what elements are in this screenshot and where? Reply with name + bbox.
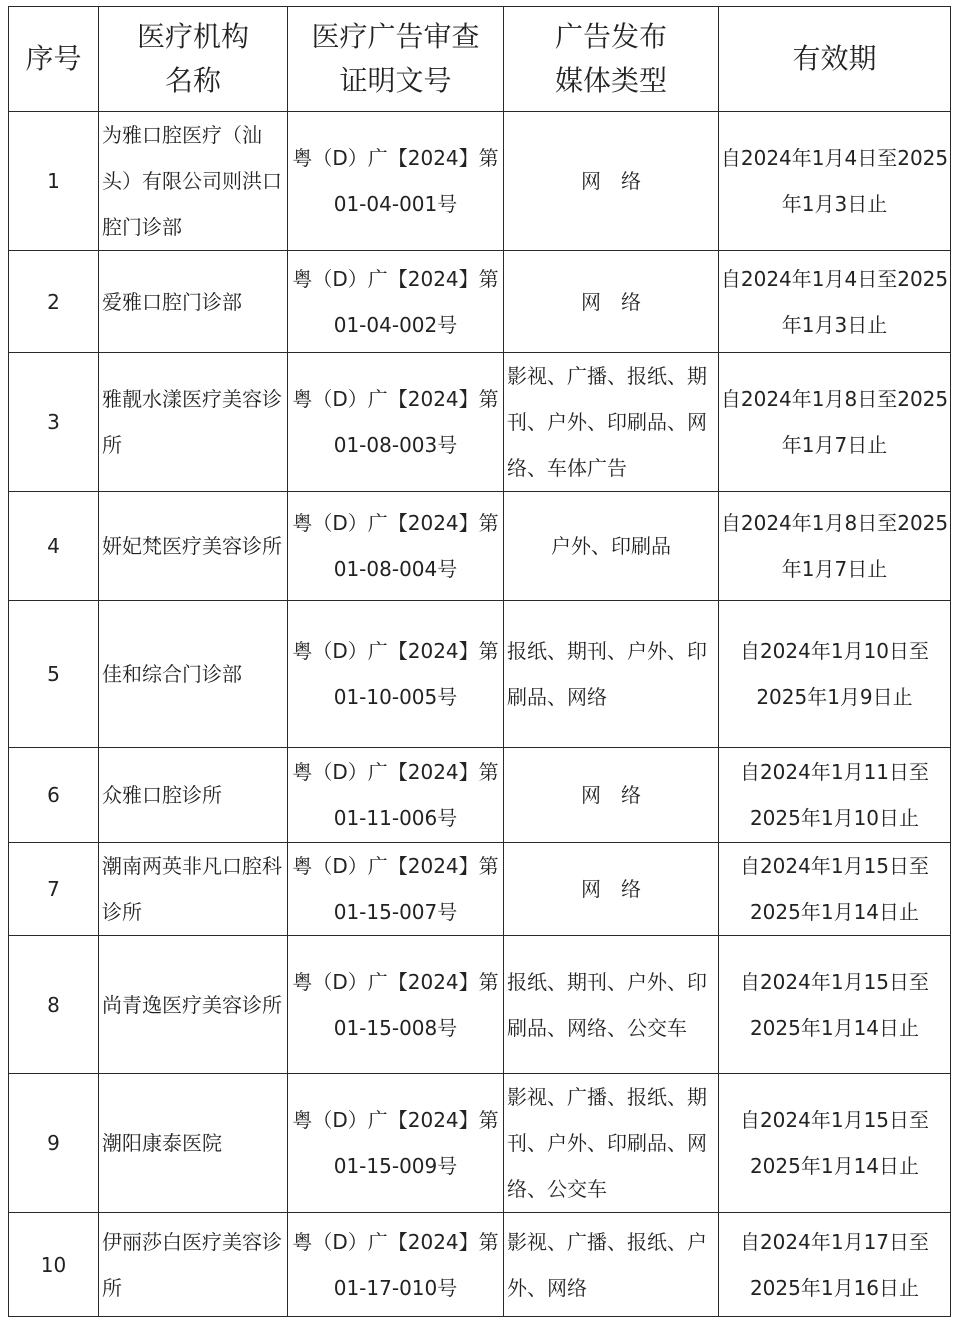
certificate-number: 粤（D）广【2024】第 01-08-004号 xyxy=(288,492,504,601)
certificate-number: 粤（D）广【2024】第01-11-006号 xyxy=(288,748,504,843)
row-index: 2 xyxy=(9,251,99,353)
institution-name: 潮阳康泰医院 xyxy=(99,1074,288,1213)
ad-approval-table xyxy=(8,6,951,1317)
validity-period: 自2024年1月11日至2025年1月10日止 xyxy=(719,748,951,843)
media-type: 报纸、期刊、户外、印刷品、网络 xyxy=(504,601,719,748)
media-type: 影视、广播、报纸、期刊、户外、印刷品、网络、车体广告 xyxy=(504,353,719,492)
row-index: 1 xyxy=(9,112,99,251)
validity-period: 自2024年1月8日至2025年1月7日止 xyxy=(719,492,951,601)
certificate-number: 粤（D）广【2024】第01-15-007号 xyxy=(288,843,504,936)
validity-period: 自2024年1月15日至2025年1月14日止 xyxy=(719,936,951,1074)
certificate-number: 粤（D）广【2024】第 01-08-003号 xyxy=(288,353,504,492)
table-row xyxy=(9,112,951,251)
media-type: 网 络 xyxy=(504,843,719,936)
certificate-number: 粤（D）广【2024】第01-15-008号 xyxy=(288,936,504,1074)
institution-name: 众雅口腔诊所 xyxy=(99,748,288,843)
certificate-number: 粤（D）广【2024】第01-10-005号 xyxy=(288,601,504,748)
table-row xyxy=(9,748,951,843)
row-index: 4 xyxy=(9,492,99,601)
header-institution-name: 医疗机构 名称 xyxy=(99,7,288,112)
validity-period: 自2024年1月15日至2025年1月14日止 xyxy=(719,843,951,936)
validity-period: 自2024年1月4日至2025年1月3日止 xyxy=(719,112,951,251)
media-type: 网 络 xyxy=(504,748,719,843)
certificate-number: 粤（D）广【2024】第01-04-001号 xyxy=(288,112,504,251)
media-type: 影视、广播、报纸、期刊、户外、印刷品、网络、公交车 xyxy=(504,1074,719,1213)
institution-name: 佳和综合门诊部 xyxy=(99,601,288,748)
header-media-type: 广告发布 媒体类型 xyxy=(504,7,719,112)
media-type: 报纸、期刊、户外、印刷品、网络、公交车 xyxy=(504,936,719,1074)
certificate-number: 粤（D）广【2024】第01-17-010号 xyxy=(288,1213,504,1317)
institution-name: 尚青逸医疗美容诊所 xyxy=(99,936,288,1074)
row-index: 5 xyxy=(9,601,99,748)
header-certificate-number: 医疗广告审查 证明文号 xyxy=(288,7,504,112)
table-row xyxy=(9,601,951,748)
validity-period: 自2024年1月17日至2025年1月16日止 xyxy=(719,1213,951,1317)
institution-name: 雅靓水漾医疗美容诊所 xyxy=(99,353,288,492)
certificate-number: 粤（D）广【2024】第01-04-002号 xyxy=(288,251,504,353)
header-validity: 有效期 xyxy=(719,7,951,112)
institution-name: 妍妃梵医疗美容诊所 xyxy=(99,492,288,601)
row-index: 7 xyxy=(9,843,99,936)
row-index: 10 xyxy=(9,1213,99,1317)
certificate-number: 粤（D）广【2024】第01-15-009号 xyxy=(288,1074,504,1213)
row-index: 9 xyxy=(9,1074,99,1213)
table-row xyxy=(9,251,951,353)
institution-name: 爱雅口腔门诊部 xyxy=(99,251,288,353)
media-type: 网 络 xyxy=(504,112,719,251)
table-row xyxy=(9,492,951,601)
header-row xyxy=(9,7,951,112)
media-type: 户外、印刷品 xyxy=(504,492,719,601)
table-row xyxy=(9,936,951,1074)
row-index: 6 xyxy=(9,748,99,843)
table-row xyxy=(9,353,951,492)
validity-period: 自2024年1月15日至2025年1月14日止 xyxy=(719,1074,951,1213)
table-row xyxy=(9,1074,951,1213)
row-index: 3 xyxy=(9,353,99,492)
table-row xyxy=(9,1213,951,1317)
validity-period: 自2024年1月8日至2025年1月7日止 xyxy=(719,353,951,492)
header-index: 序号 xyxy=(9,7,99,112)
institution-name: 伊丽莎白医疗美容诊所 xyxy=(99,1213,288,1317)
validity-period: 自2024年1月4日至2025年1月3日止 xyxy=(719,251,951,353)
table-row xyxy=(9,843,951,936)
institution-name: 为雅口腔医疗（汕头）有限公司则洪口腔门诊部 xyxy=(99,112,288,251)
media-type: 网 络 xyxy=(504,251,719,353)
row-index: 8 xyxy=(9,936,99,1074)
institution-name: 潮南两英非凡口腔科诊所 xyxy=(99,843,288,936)
validity-period: 自2024年1月10日至2025年1月9日止 xyxy=(719,601,951,748)
media-type: 影视、广播、报纸、户外、网络 xyxy=(504,1213,719,1317)
